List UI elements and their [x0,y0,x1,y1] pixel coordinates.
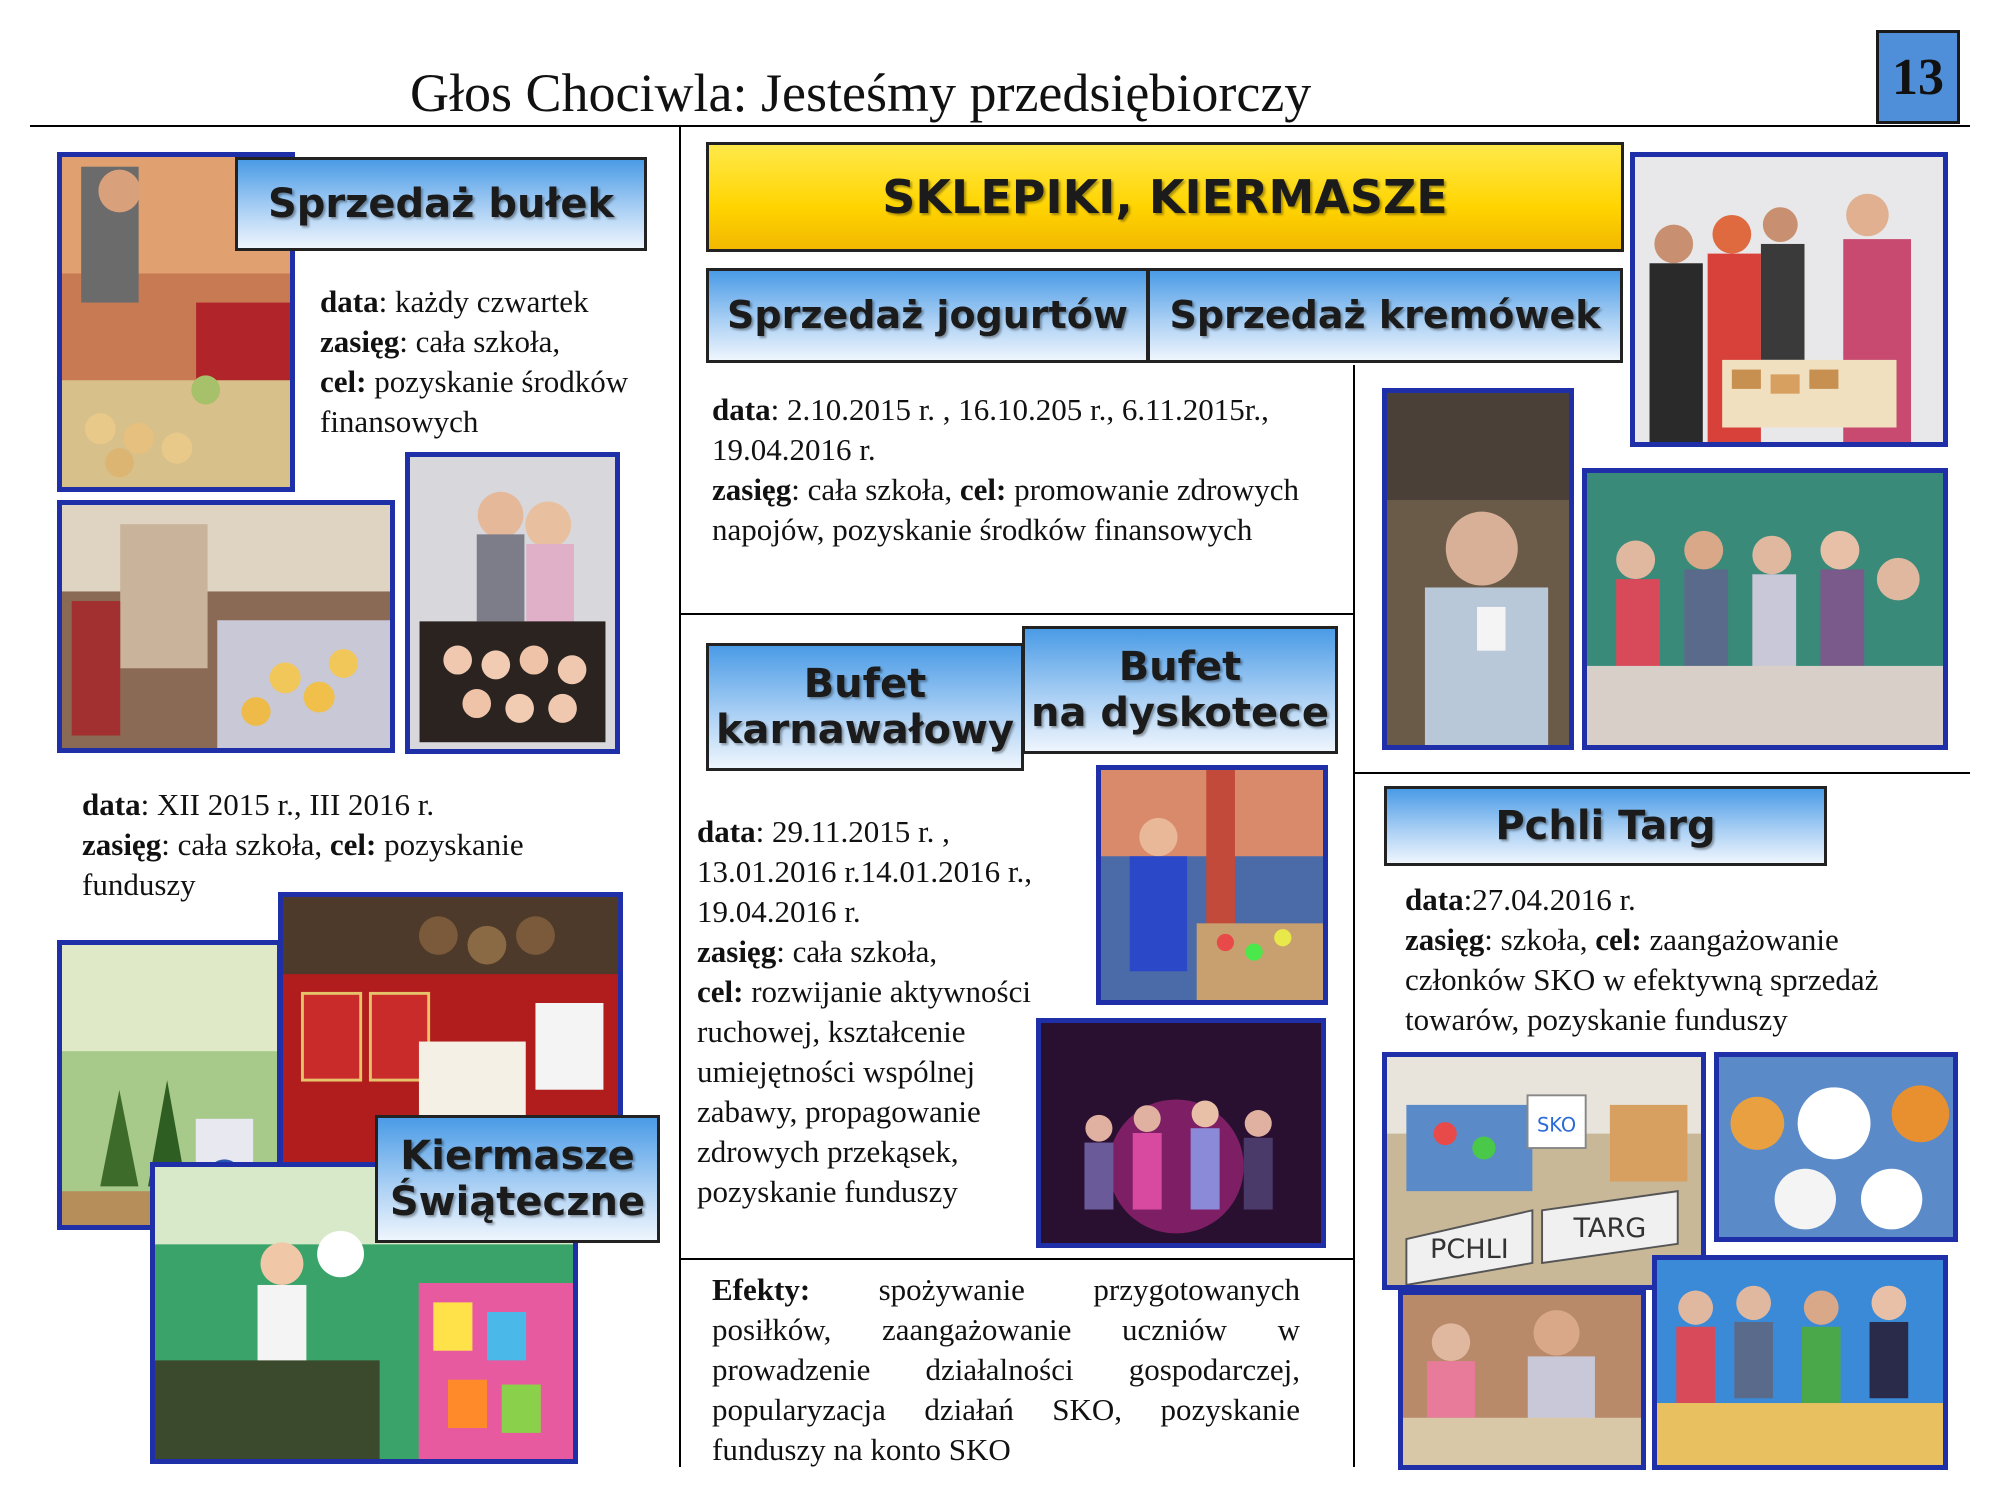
label-cel: cel: [959,472,1007,507]
column-divider-left [679,127,681,1467]
banner-line-2: karnawałowy [715,707,1015,753]
divider-middle-2 [681,1258,1355,1260]
label-data: data [697,814,756,849]
photo-disco-buffet [1096,765,1328,1005]
value-data: : XII 2015 r., III 2016 r. [140,787,435,822]
value-data: :27.04.2016 r. [1463,882,1636,917]
photo-plush-balloons [1714,1052,1958,1242]
bufet-info [697,812,1067,1212]
label-data: data [1405,882,1464,917]
label-data: data [320,284,379,319]
photo-cake-sale [1630,152,1948,447]
banner-line-1: Bufet [803,661,927,707]
banner-line-2: na dyskotece [1030,690,1329,736]
label-zasieg: zasięg [320,324,400,359]
value-data: : 2.10.2015 r. , 16.10.205 r., 6.11.2015r., 19.04.2016 r. [712,392,1269,467]
photo-kids-toys-1 [1398,1290,1646,1470]
label-zasieg: zasięg [82,827,162,862]
banner-line-2: Świąteczne [389,1179,646,1225]
sko-logo-text: SKO [1536,1113,1577,1137]
value-zasieg: : cała szkoła, [791,472,960,507]
banner-bufet-karnawalowy [706,643,1024,771]
photo-girl-with-cup [1382,388,1574,750]
page-title: Głos Chociwla: Jesteśmy przedsiębiorczy [410,63,1312,123]
pchli-targ-info [1405,880,1950,1040]
value-zasieg: : cała szkoła, [161,827,330,862]
banner-sprzedaz-kremowek: Sprzedaż kremówek [1147,268,1623,363]
header-divider [30,125,1970,127]
bulki-info [320,282,665,442]
value-cel: promowanie zdrowych napojów, pozyskanie środków finansowych [712,472,1300,547]
photo-kids-toys-2 [1652,1255,1948,1470]
value-cel: pozyskanie środków finansowych [320,364,629,439]
banner-kiermasze-swiateczne [375,1115,660,1243]
label-cel: cel: [329,827,377,862]
value-data: : każdy czwartek [378,284,589,319]
divider-middle-1 [681,613,1355,615]
value-efekty: spożywanie przygotowanych posiłków, zaangażowanie uczniów w prowadzenie działalności gospodarczej, popularyzacja działań SKO, pozyskanie funduszy na konto SKO [712,1272,1300,1467]
value-zasieg: : cała szkoła, [776,934,938,969]
banner-sklepiki-kiermasze: SKLEPIKI, KIERMASZE [706,142,1624,252]
label-cel: cel: [697,974,744,1009]
page-number-badge: 13 [1876,30,1960,124]
label-zasieg: zasięg [1405,922,1485,957]
label-cel: cel: [320,364,367,399]
banner-sprzedaz-bulek: Sprzedaż bułek [235,157,647,251]
kiermasze-info [82,785,592,905]
banner-pchli-targ: Pchli Targ [1384,786,1827,866]
label-zasieg: zasięg [712,472,792,507]
photo-kids-at-table [1582,468,1948,750]
sign-targ-text: TARG [1573,1213,1647,1245]
efekty-info [712,1270,1300,1470]
column-divider-right [1353,365,1355,1467]
label-data: data [712,392,771,427]
banner-bufet-na-dyskotece [1022,626,1338,754]
label-efekty: Efekty: [712,1272,811,1307]
divider-right [1355,772,1970,774]
banner-sprzedaz-jogurtow: Sprzedaż jogurtów [706,268,1149,363]
value-zasieg: : szkoła, [1484,922,1596,957]
banner-line-1: Kiermasze [400,1133,635,1179]
photo-disco-dance [1036,1018,1326,1248]
photo-rolls-tray [57,500,395,753]
label-cel: cel: [1595,922,1642,957]
label-data: data [82,787,141,822]
label-zasieg: zasięg [697,934,777,969]
banner-line-1: Bufet [1118,644,1242,690]
value-cel: zaangażowanie członków SKO w efektywną sprzedaż towarów, pozyskanie funduszy [1405,922,1879,1037]
value-data: : 29.11.2015 r. , 13.01.2016 r.14.01.2016 r., 19.04.2016 r. [697,814,1032,929]
photo-girls-with-box [405,452,620,754]
value-cel: pozyskanie funduszy [82,827,524,902]
jogurty-info [712,390,1312,550]
sign-pchli-text: PCHLI [1429,1234,1509,1266]
value-zasieg: : cała szkoła, [399,324,561,359]
value-cel: rozwijanie aktywności ruchowej, kształcenie umiejętności wspólnej zabawy, propagowanie zdrowych przekąsek, pozyskanie funduszy [697,974,1031,1209]
